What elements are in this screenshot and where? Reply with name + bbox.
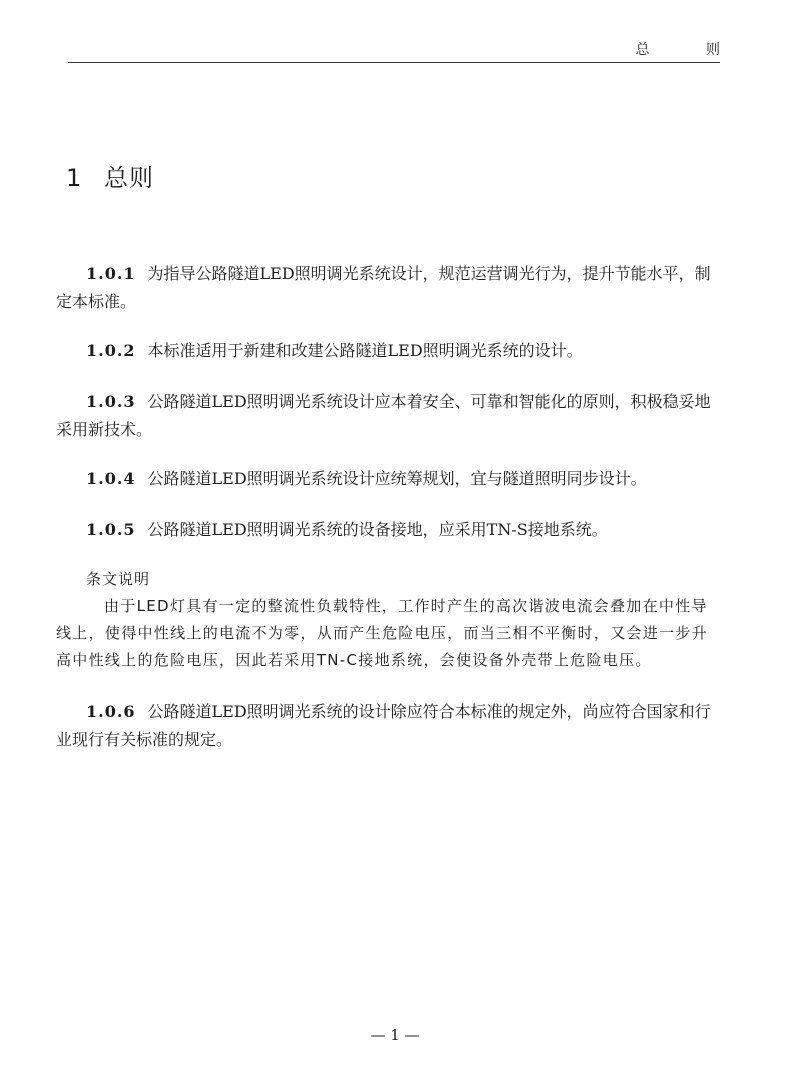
clause-text: 为指导公路隧道LED照明调光系统设计，规范运营调光行为，提升节能水平，制定本标准。 (56, 264, 711, 311)
clause-1-0-6 (56, 698, 720, 754)
clause-number: 1.0.4 (86, 469, 136, 488)
clause-number: 1.0.1 (86, 264, 136, 283)
clause-number: 1.0.5 (86, 520, 136, 539)
clause-1-0-4 (56, 465, 720, 493)
clause-text: 公路隧道LED照明调光系统的设备接地，应采用TN-S接地系统。 (147, 520, 608, 539)
clause-1-0-3 (56, 388, 720, 444)
clause-text: 本标准适用于新建和改建公路隧道LED照明调光系统的设计。 (147, 341, 583, 360)
clause-1-0-1 (56, 260, 720, 316)
clause-number: 1.0.3 (86, 392, 136, 411)
clause-text: 公路隧道LED照明调光系统设计应统筹规划，宜与隧道照明同步设计。 (147, 469, 647, 488)
chapter-title-text: 总则 (104, 164, 154, 192)
chapter-title (66, 158, 154, 193)
clause-text: 公路隧道LED照明调光系统设计应本着安全、可靠和智能化的原则，积极稳妥地采用新技术。 (56, 392, 711, 439)
explanation-heading: 条文说明 (86, 570, 151, 588)
clause-explanation (56, 566, 720, 674)
running-header-title: 总 则 (635, 42, 746, 58)
explanation-text: 由于LED灯具有一定的整流性负载特性，工作时产生的高次谐波电流会叠加在中性导线上，使得中性线上的电流不为零，从而产生危险电压，而当三相不平衡时，又会进一步升高中性线上的危险电压，因此若采用TN-C接地系统，会使设备外壳带上危险电压。 (56, 597, 709, 669)
clause-number: 1.0.2 (86, 341, 136, 360)
clause-1-0-5 (56, 516, 720, 544)
clause-text: 公路隧道LED照明调光系统的设计除应符合本标准的规定外，尚应符合国家和行业现行有关标准的规定。 (56, 702, 711, 749)
clause-1-0-2 (56, 337, 720, 365)
page-number: — 1 — (370, 1026, 420, 1044)
chapter-number: 1 (66, 164, 83, 192)
clause-number: 1.0.6 (86, 702, 136, 721)
running-header (68, 36, 746, 63)
